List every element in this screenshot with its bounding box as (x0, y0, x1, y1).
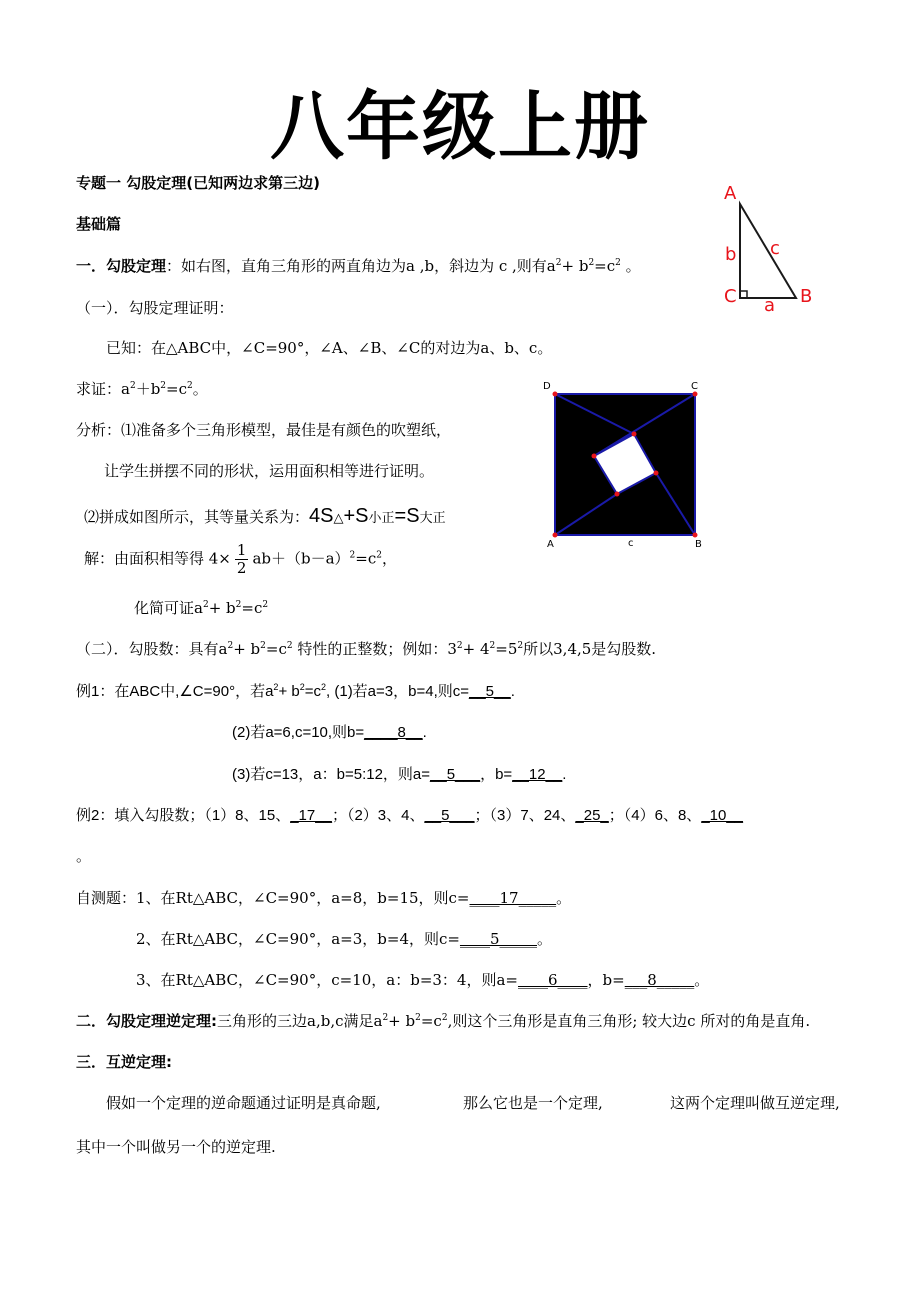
pythagorean-theorem-line: 一．勾股定理：如右图，直角三角形的两直角边为a ,b，斜边为 c ,则有$a^2+ b^2=c^2$ 。 (76, 257, 641, 275)
vertex-dot (592, 454, 597, 459)
prove-statement: 求证：$a^2+b^2=c^2$。 (76, 380, 208, 398)
mutual-text-2: 其中一个叫做另一个的逆定理. (76, 1138, 276, 1156)
square-label-d: D (543, 381, 551, 392)
example-2-line: 例2：填入勾股数；（1）8、15、_17__；（2）3、4、__5___；（3）7、24、_25_；（4）6、8、_10__ (76, 807, 744, 824)
right-angle-mark (740, 291, 747, 298)
subsection-proof: （一）．勾股定理证明： (76, 299, 234, 317)
vertex-dot (553, 533, 558, 538)
vertex-dot (693, 392, 698, 397)
square-label-a: A (547, 539, 554, 550)
mutual-theorem-heading: 三．互逆定理: (76, 1053, 172, 1071)
square-label-c: C (691, 381, 698, 392)
analysis-line-3: ⑵拼成如图所示，其等量关系为：4S△+S小正=S大正 (84, 505, 446, 527)
example-2-end: 。 (76, 847, 92, 865)
analysis-line-1: 分析：⑴准备多个三角形模型，最佳是有颜色的吹塑纸， (76, 421, 452, 439)
square-label-b: B (695, 539, 702, 550)
self-test-3: 3、在Rt△ABC，∠C=90°，c=10，a：b=3：4，则a=____6____，b=___8_____。 (136, 971, 710, 989)
side-label-c: c (770, 238, 780, 259)
pythagorean-triples-line: （二）．勾股数：具有$a^2+ b^2=c^2$ 特性的正整数；例如：$3^2+ 4^2=5^2$所以3,4,5是勾股数. (76, 640, 657, 658)
square-proof-diagram (538, 374, 718, 554)
self-test-1: 自测题：1、在Rt△ABC，∠C=90°，a=8，b=15，则c=____17_____。 (76, 889, 572, 907)
vertex-dot (553, 392, 558, 397)
mutual-text-1b: 那么它也是一个定理, (463, 1094, 603, 1112)
self-test-2: 2、在Rt△ABC，∠C=90°，a=3，b=4，则c=____5_____。 (136, 930, 553, 948)
simplify-line: 化简可证$a^2+ b^2=c^2$ (134, 599, 269, 617)
topic-heading: 专题一 勾股定理(已知两边求第三边) (76, 174, 320, 192)
example-1-line-2: (2)若a=6,c=10,则b=____8__. (232, 724, 427, 741)
given-statement: 已知：在△ABC中，∠C=90°，∠A、∠B、∠C的对边为a、b、c。 (106, 339, 553, 357)
example-1-line-3: (3)若c=13，a：b=5:12，则a=__5___，b=__12__. (232, 766, 567, 783)
analysis-line-2: 让学生拼摆不同的形状，运用面积相等进行证明。 (104, 462, 435, 480)
vertex-dot (615, 492, 620, 497)
mutual-text-1a: 假如一个定理的逆命题通过证明是真命题, (106, 1094, 381, 1112)
triangle-outline (740, 204, 796, 298)
vertex-dot (654, 471, 659, 476)
page-title: 八年级上册 (270, 84, 650, 170)
converse-theorem-line: 二．勾股定理逆定理:三角形的三边a,b,c满足$a^2+ b^2=c^2$,则这个三角形是直角三角形; 较大边c 所对的角是直角. (76, 1012, 811, 1030)
vertex-label-c: C (724, 286, 737, 307)
vertex-dot (632, 432, 637, 437)
right-triangle-diagram (716, 178, 826, 318)
vertex-label-b: B (800, 286, 813, 307)
section-basic: 基础篇 (76, 215, 122, 233)
side-label-a: a (764, 295, 776, 316)
square-side-label-c: c (628, 538, 634, 549)
one-half-fraction: $\frac{1}{2}$ (236, 541, 247, 577)
vertex-dot (693, 533, 698, 538)
example-1-line-1: 例1：在ABC中,∠C=90°，若$a^2+ b^2=c^2$, (1)若a=3，b=4,则c=__5__. (76, 682, 515, 700)
vertex-label-a: A (724, 183, 737, 204)
mutual-text-1c: 这两个定理叫做互逆定理, (670, 1094, 840, 1112)
solution-line: 解：由面积相等得 4× $\frac{1}{2}$ $ab+(b-a)^2=c^2$， (84, 541, 397, 577)
side-label-b: b (725, 244, 737, 265)
